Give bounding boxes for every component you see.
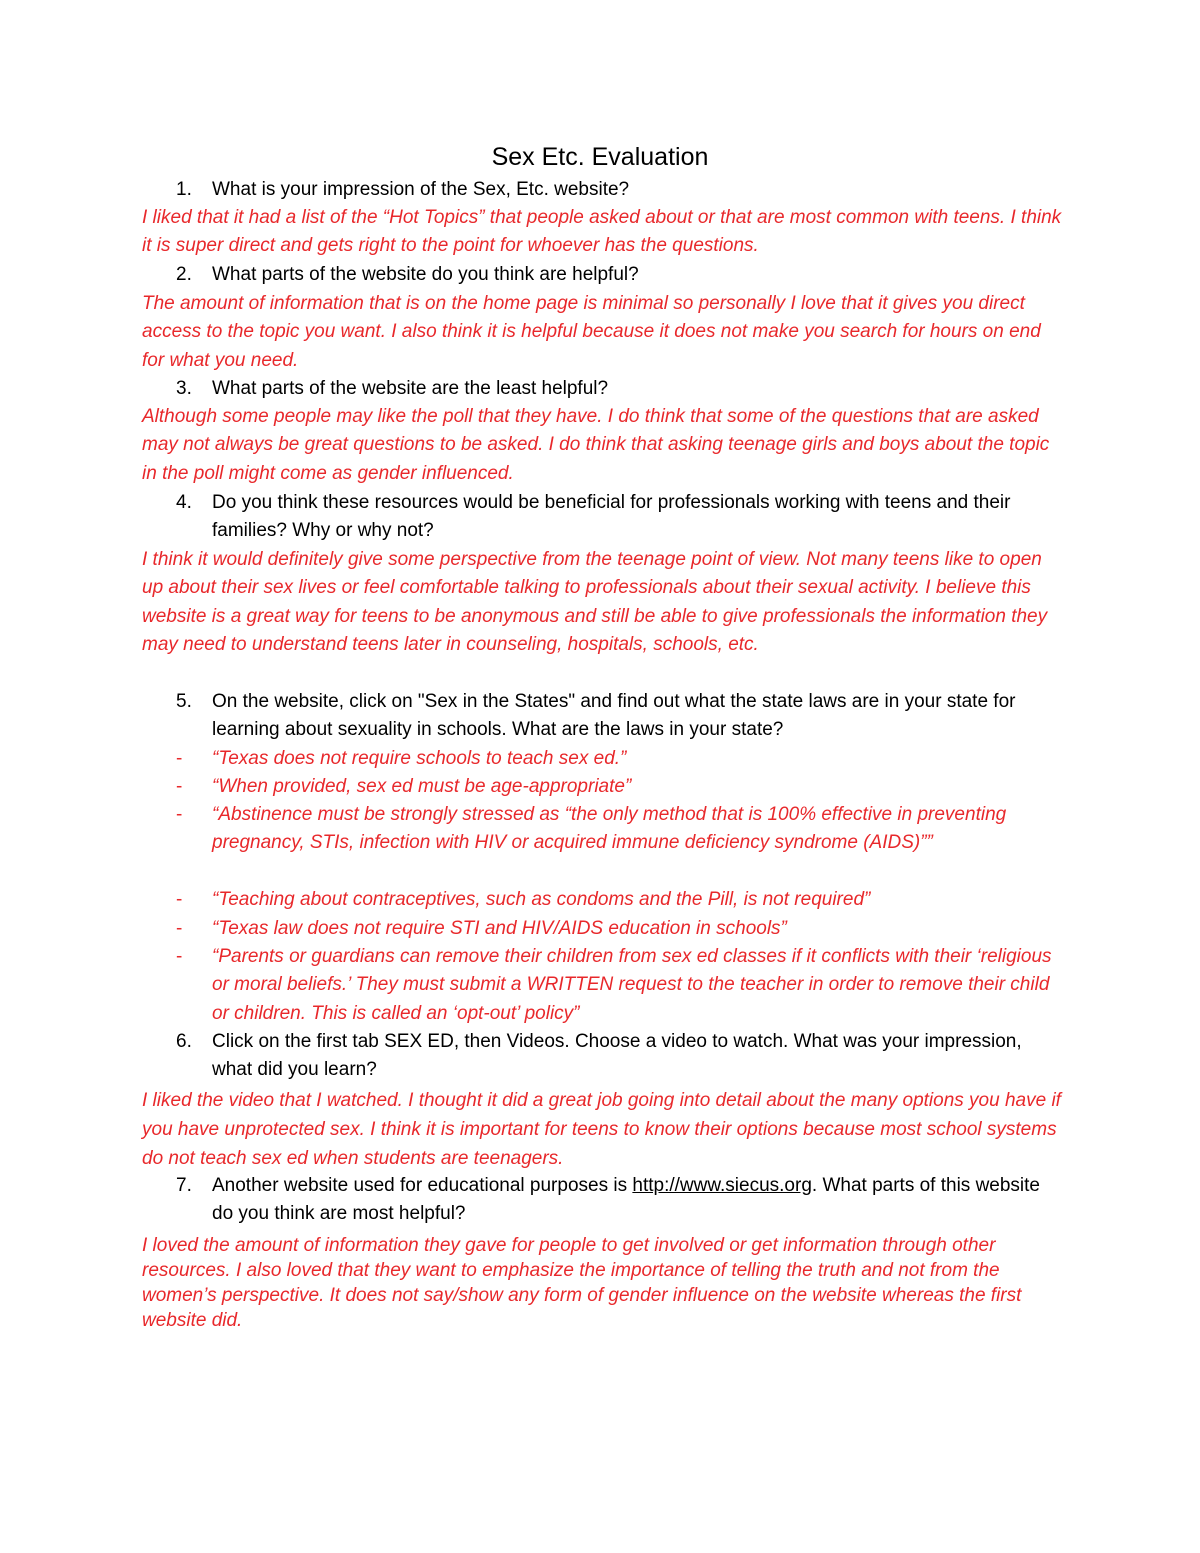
bullet-dash: -: [176, 776, 183, 797]
bullet-dash: -: [176, 889, 183, 910]
question-5: [176, 688, 1056, 745]
question-text: Click on the first tab SEX ED, then Videos. Choose a video to watch. What was your impression, what did you learn?: [212, 1031, 1022, 1081]
bullet-dash: -: [176, 918, 183, 939]
question-number: 4.: [176, 492, 192, 513]
answer-4: I think it would definitely give some perspective from the teenage point of view. Not many teens like to open up about their sex lives or feel comfortable talking to professionals about their sexual activity. I believe this website is a great way for teens to be anonymous and still be able to give professionals the information they may need to understand teens later in counseling, hospitals, schools, etc.: [142, 549, 1048, 656]
question-7: [176, 1172, 1056, 1229]
question-text: What parts of the website do you think are helpful?: [212, 264, 639, 285]
question-text: On the website, click on "Sex in the States" and find out what the state laws are in your state for learning about sexuality in schools. What are the laws in your state?: [212, 691, 1016, 741]
question-text: What parts of the website are the least helpful?: [212, 378, 609, 399]
bullet-dash: -: [176, 946, 183, 967]
bullet-text: “Parents or guardians can remove their children from sex ed classes if it conflicts with their ‘religious or moral beliefs.’ They must submit a WRITTEN request to the teacher in order to remove their child or children. This is called an ‘opt-out’ policy”: [212, 946, 1052, 1024]
question-text: What is your impression of the Sex, Etc. website?: [212, 179, 630, 200]
question-6: [176, 1028, 1056, 1085]
answer-5-bullet: [176, 773, 1066, 801]
question-2: [176, 261, 1056, 289]
question-number: 2.: [176, 264, 192, 285]
question-number: 7.: [176, 1175, 192, 1196]
bullet-text: “Abstinence must be strongly stressed as “the only method that is 100% effective in preventing pregnancy, STIs, infection with HIV or acquired immune deficiency syndrome (AIDS)””: [212, 804, 1007, 854]
question-text: Do you think these resources would be beneficial for professionals working with teens and their families? Why or why not?: [212, 492, 1011, 542]
answer-3: Although some people may like the poll that they have. I do think that some of the questions that are asked may not always be great questions to be asked. I do think that asking teenage girls and boys about the topic in the poll might come as gender influenced.: [142, 406, 1050, 484]
question-4: [176, 489, 1056, 546]
question-3: [176, 375, 1056, 403]
bullet-text: “Texas does not require schools to teach sex ed.”: [212, 748, 627, 769]
document-title: Sex Etc. Evaluation: [491, 143, 709, 171]
bullet-text: “When provided, sex ed must be age-appropriate”: [212, 776, 632, 797]
question-number: 1.: [176, 179, 192, 200]
bullet-dash: -: [176, 804, 183, 825]
answer-7: I loved the amount of information they gave for people to get involved or get information through other resources. I also loved that they want to emphasize the importance of telling the truth and not from the women’s perspective. It does not say/show any form of gender influence on the website whereas the first website did.: [142, 1235, 1022, 1331]
bullet-text: “Teaching about contraceptives, such as condoms and the Pill, is not required”: [212, 889, 871, 910]
question-number: 6.: [176, 1031, 192, 1052]
answer-2: The amount of information that is on the home page is minimal so personally I love that it gives you direct access to the topic you want. I also think it is helpful because it does not make you search for hours on end for what you need.: [142, 293, 1041, 371]
question-text: [212, 1172, 1056, 1229]
question-number: 5.: [176, 691, 192, 712]
bullet-dash: -: [176, 748, 183, 769]
question-text-after-link: . What parts of this website do you think are most helpful?: [212, 1175, 1040, 1225]
answer-6: I liked the video that I watched. I thought it did a great job going into detail about the many options you have if you have unprotected sex. I think it is important for teens to know their options because most school systems do not teach sex ed when students are teenagers.: [142, 1090, 1061, 1169]
answer-5-bullet: [176, 943, 1066, 1028]
bullet-text: “Texas law does not require STI and HIV/AIDS education in schools”: [212, 918, 787, 939]
answer-5-bullet: [176, 745, 1066, 773]
question-number: 3.: [176, 378, 192, 399]
question-1: [176, 176, 1056, 204]
answer-1: I liked that it had a list of the “Hot Topics” that people asked about or that are most common with teens. I think it is super direct and gets right to the point for whoever has the questions.: [142, 207, 1062, 257]
answer-5-bullet: [176, 801, 1066, 858]
question-text-before-link: Another website used for educational purposes is: [212, 1175, 633, 1196]
answer-5-bullet: [176, 915, 1066, 943]
answer-5-bullet: [176, 886, 1066, 914]
siecus-link[interactable]: http://www.siecus.org: [632, 1175, 812, 1196]
